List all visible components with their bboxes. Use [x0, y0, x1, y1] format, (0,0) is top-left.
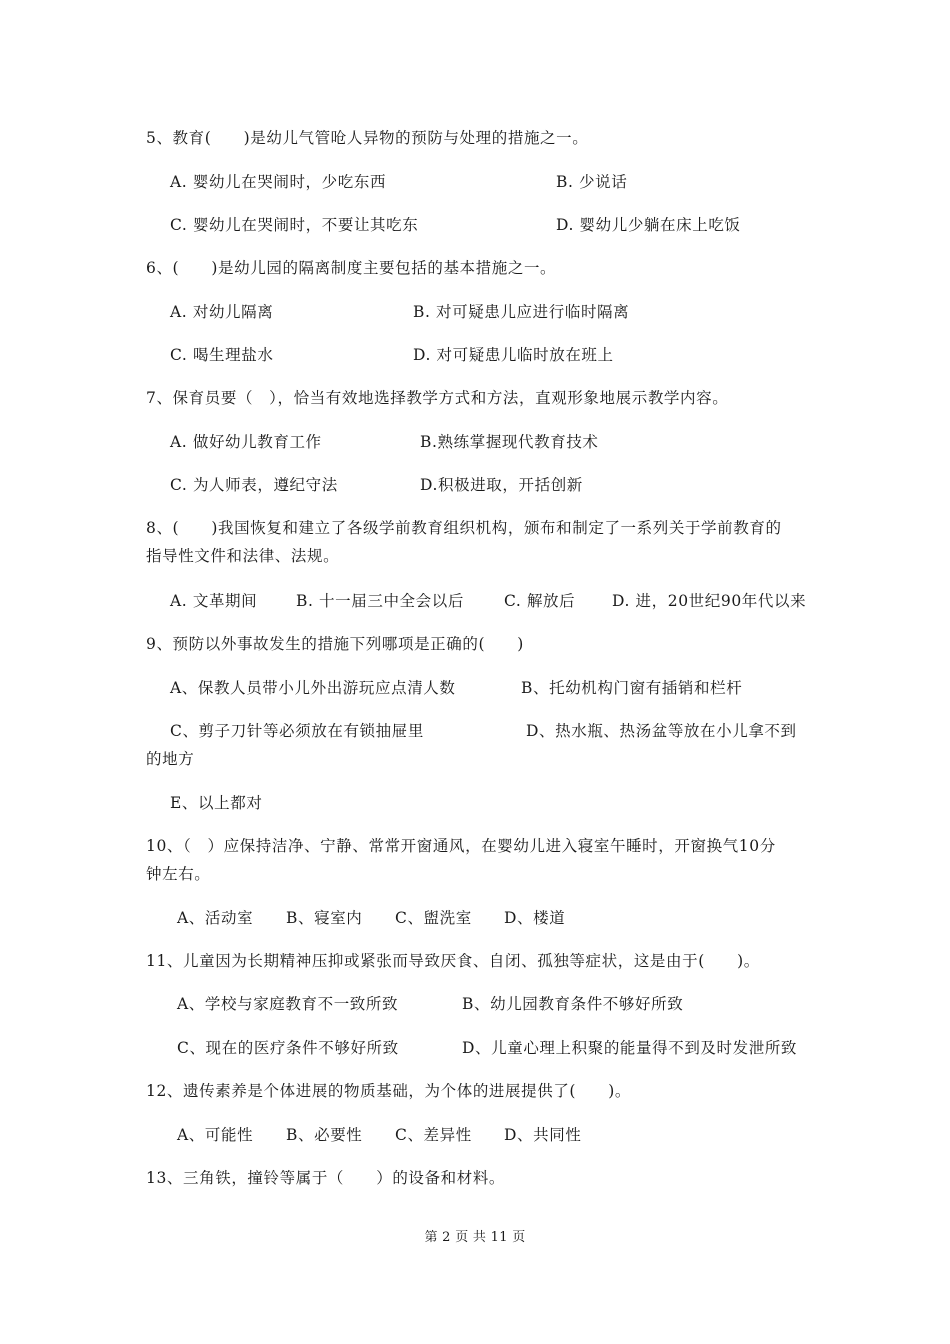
question-5-option-a: A. 婴幼儿在哭闹时，少吃东西: [170, 173, 387, 191]
question-13-stem: 13、三角铁，撞铃等属于（ ）的设备和材料。: [146, 1169, 506, 1187]
question-11-option-c: C、现在的医疗条件不够好所致: [177, 1039, 399, 1057]
question-12-stem: 12、遗传素养是个体进展的物质基础，为个体的进展提供了( )。: [146, 1082, 632, 1100]
question-10-option-a: A、活动室: [177, 909, 254, 927]
question-9-stem: 9、预防以外事故发生的措施下列哪项是正确的( ): [146, 635, 524, 653]
question-8-option-b: B. 十一届三中全会以后: [296, 592, 464, 610]
question-6-option-a: A. 对幼儿隔离: [170, 303, 274, 321]
question-12-option-d: D、共同性: [504, 1126, 582, 1144]
question-8-option-c: C. 解放后: [504, 592, 576, 610]
question-7-stem: 7、保育员要（ ），恰当有效地选择教学方式和方法，直观形象地展示教学内容。: [146, 389, 729, 407]
question-12-option-c: C、差异性: [395, 1126, 472, 1144]
question-7-option-d: D.积极进取，开括创新: [420, 476, 583, 494]
question-9-option-e: E、以上都对: [170, 794, 263, 812]
question-12-option-a: A、可能性: [177, 1126, 254, 1144]
question-5-option-d: D. 婴幼儿少躺在床上吃饭: [556, 216, 741, 234]
question-5-option-c: C. 婴幼儿在哭闹时，不要让其吃东: [170, 216, 419, 234]
question-8-option-a: A. 文革期间: [170, 592, 258, 610]
question-11-option-b: B、幼儿园教育条件不够好所致: [462, 995, 684, 1013]
question-8-option-d: D. 进，20世纪90年代以来: [612, 592, 807, 610]
question-12-option-b: B、必要性: [286, 1126, 363, 1144]
question-7-option-a: A. 做好幼儿教育工作: [170, 433, 322, 451]
question-10-option-c: C、盥洗室: [395, 909, 472, 927]
question-6-stem: 6、( )是幼儿园的隔离制度主要包括的基本措施之一。: [146, 259, 557, 277]
question-5-option-b: B. 少说话: [556, 173, 628, 191]
question-9-option-d-continuation: 的地方: [146, 750, 195, 768]
question-8-stem-line-2: 指导性文件和法律、法规。: [146, 547, 340, 565]
question-9-option-d: D、热水瓶、热汤盆等放在小儿拿不到: [526, 722, 797, 740]
question-7-option-c: C. 为人师表，遵纪守法: [170, 476, 338, 494]
question-8-stem-line-1: 8、( )我国恢复和建立了各级学前教育组织机构，颁布和制定了一系列关于学前教育的: [146, 519, 782, 537]
question-6-option-c: C. 喝生理盐水: [170, 346, 274, 364]
page-number-footer: 第 2 页 共 11 页: [424, 1230, 526, 1245]
question-6-option-b: B. 对可疑患儿应进行临时隔离: [413, 303, 630, 321]
question-10-option-d: D、楼道: [504, 909, 566, 927]
question-11-option-d: D、儿童心理上积聚的能量得不到及时发泄所致: [462, 1039, 798, 1057]
question-9-option-a: A、保教人员带小儿外出游玩应点清人数: [170, 679, 456, 697]
question-10-stem-line-1: 10、（ ）应保持洁净、宁静、常常开窗通风，在婴幼儿进入寝室午睡时，开窗换气10分: [146, 837, 776, 855]
question-9-option-c: C、剪子刀针等必须放在有锁抽屉里: [170, 722, 424, 740]
question-6-option-d: D. 对可疑患儿临时放在班上: [413, 346, 614, 364]
question-11-option-a: A、学校与家庭教育不一致所致: [177, 995, 399, 1013]
question-10-stem-line-2: 钟左右。: [146, 865, 211, 883]
question-7-option-b: B.熟练掌握现代教育技术: [420, 433, 599, 451]
question-11-stem: 11、儿童因为长期精神压抑或紧张而导致厌食、自闭、孤独等症状，这是由于( )。: [146, 952, 760, 970]
question-5-stem: 5、教育( )是幼儿气管呛人异物的预防与处理的措施之一。: [146, 129, 589, 147]
question-10-option-b: B、寝室内: [286, 909, 363, 927]
question-9-option-b: B、托幼机构门窗有插销和栏杆: [521, 679, 743, 697]
